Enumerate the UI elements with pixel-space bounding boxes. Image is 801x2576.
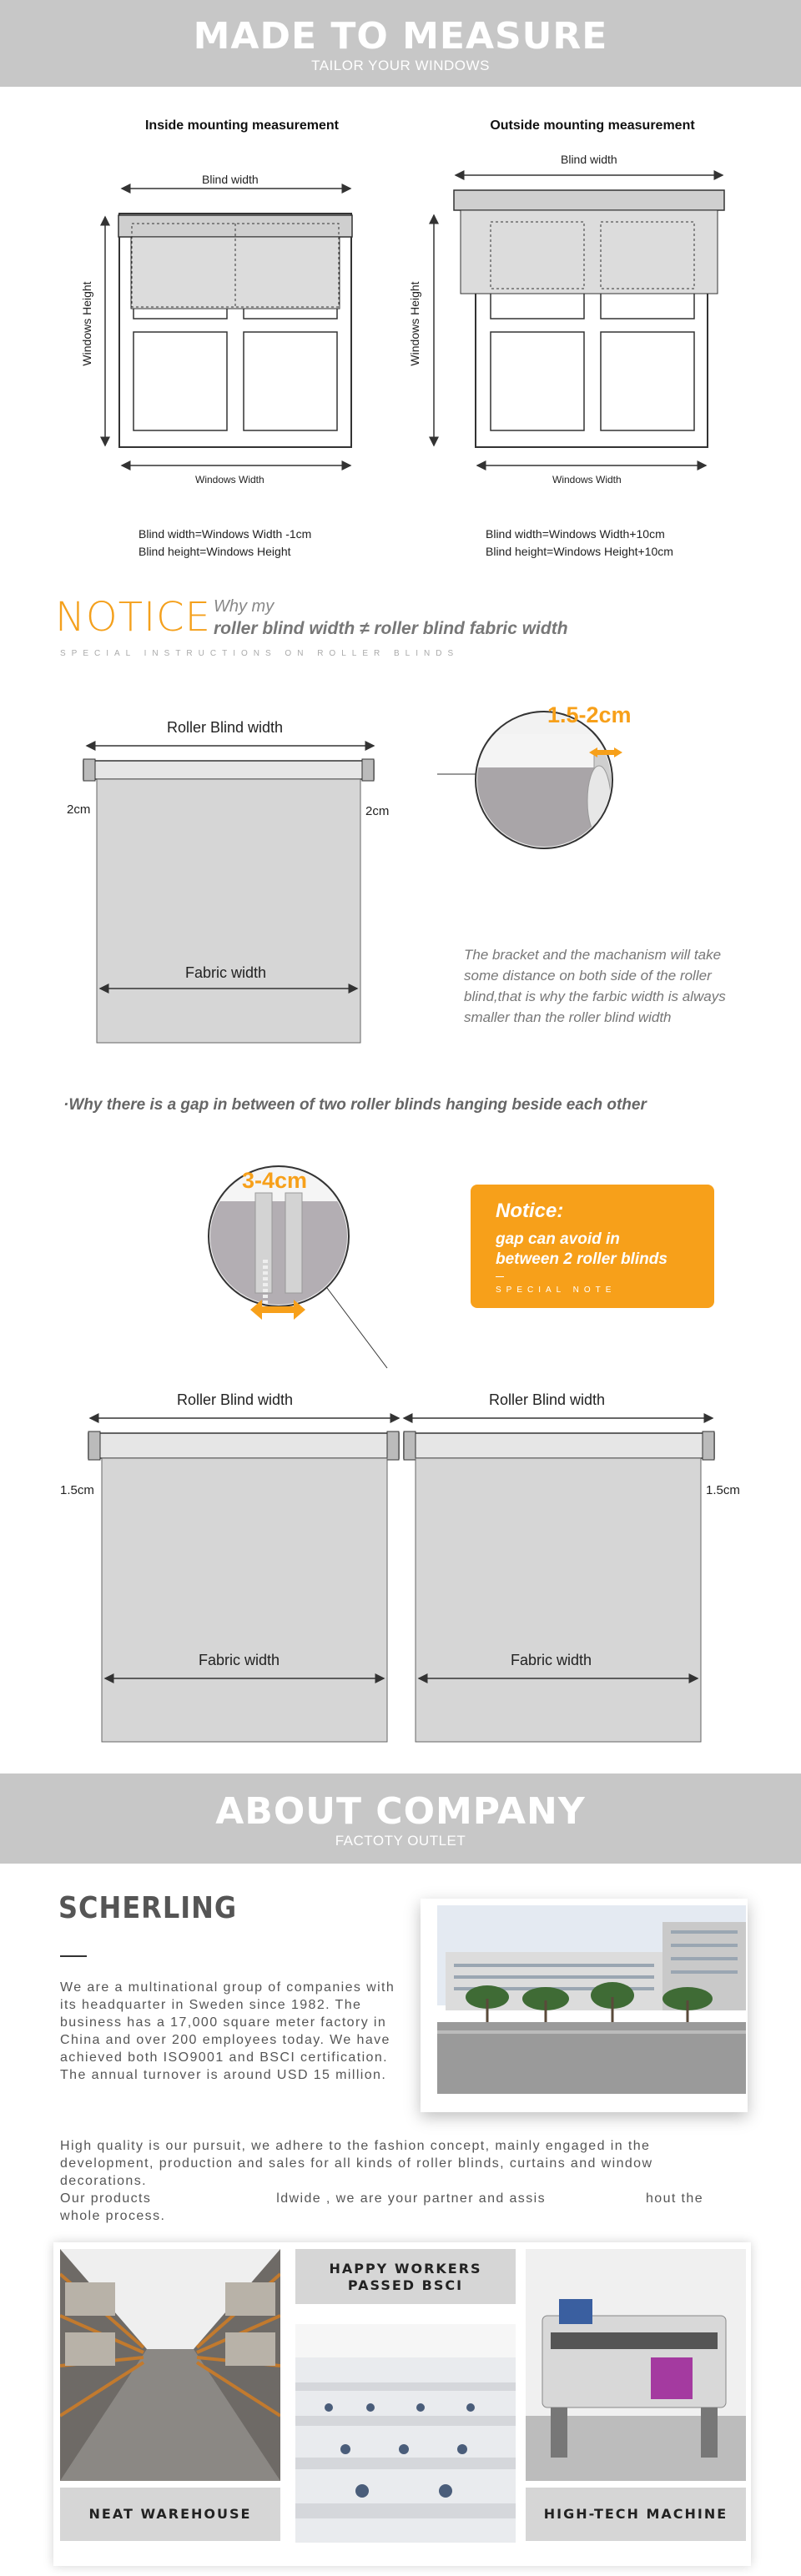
double-roller-width-right-label: Roller Blind width — [489, 1391, 606, 1408]
outside-blind-width-label: Blind width — [561, 153, 617, 166]
outside-windows-width-label: Windows Width — [552, 474, 622, 486]
workers-caption-line2: PASSED BSCI — [347, 2277, 464, 2293]
double-roller-width-left-label: Roller Blind width — [177, 1391, 294, 1408]
inside-mounting-diagram — [0, 0, 801, 517]
single-description: The bracket and the machanism will take some distance on both side of the roller blind,that is why the farbic width is always smaller than the roller blind width — [464, 947, 726, 1025]
company-logo: SCHERLING — [58, 1890, 238, 1925]
gap-notice-special: SPECIAL NOTE — [496, 1285, 617, 1295]
outside-formula-height: Blind height=Windows Height+10cm — [486, 545, 673, 558]
machine-photo — [526, 2249, 746, 2481]
measure-banner-subtitle: TAILOR YOUR WINDOWS — [311, 58, 490, 73]
quality-line3: whole process. — [60, 2209, 166, 2223]
single-zoom-label: 1.5-2cm — [547, 702, 632, 727]
double-fabric-left-label: Fabric width — [199, 1652, 280, 1668]
inside-windows-width-label: Windows Width — [195, 474, 264, 486]
double-fabric-right-label: Fabric width — [511, 1652, 592, 1668]
company-intro-paragraph: We are a multinational group of companies with its headquarter in Sweden since 1982. The business has a 17,000 square meter factory in China and over 200 employees today. We have achieved both ISO9001 and BSCI certification. The annual turnover is around USD 15 million. — [60, 1980, 395, 2082]
workers-photo — [295, 2324, 516, 2543]
double-right-gap-label: 1.5cm — [706, 1483, 740, 1497]
gap-title: ·Why there is a gap in between of two roller blinds hanging beside each other — [63, 1096, 647, 1114]
gap-notice-title: Notice: — [496, 1200, 564, 1222]
outside-formula-width: Blind width=Windows Width+10cm — [486, 527, 665, 541]
gap-notice-box — [471, 1185, 714, 1308]
inside-formula — [139, 526, 311, 561]
inside-heading: Inside mounting measurement — [144, 118, 340, 133]
double-left-gap-label: 1.5cm — [60, 1483, 94, 1497]
gap-notice-divider — [496, 1276, 504, 1277]
notice-heading: NOTICE — [55, 594, 212, 641]
quality-line2-part3: hout the — [645, 2191, 703, 2206]
single-fabric-width-label: Fabric width — [185, 964, 267, 981]
company-quality-paragraph — [60, 2137, 728, 2225]
double-roller-diagram — [0, 1401, 801, 1752]
about-banner-subtitle: FACTOTY OUTLET — [335, 1833, 466, 1849]
factory-photo — [437, 1905, 746, 2094]
measure-banner-title: MADE TO MEASURE — [193, 15, 608, 58]
quality-line1: High quality is our pursuit, we adhere to the fashion concept, mainly engaged in the development, production and sales for all kinds of roller blinds, curtains and window decorations. — [60, 2139, 653, 2188]
quality-line2-part2: ldwide , we are your partner and assis — [276, 2191, 546, 2206]
single-left-gap-label: 2cm — [67, 802, 91, 817]
machine-caption: HIGH-TECH MACHINE — [526, 2488, 746, 2541]
workers-caption — [295, 2249, 516, 2304]
gap-notice-line2: between 2 roller blinds — [496, 1250, 668, 1268]
inside-formula-height: Blind height=Windows Height — [139, 545, 291, 558]
warehouse-photo — [60, 2249, 280, 2481]
single-right-gap-label: 2cm — [365, 804, 390, 818]
outside-formula — [486, 526, 673, 561]
gap-zoom-label: 3-4cm — [242, 1168, 308, 1193]
notice-why-line2: roller blind width ≠ roller blind fabric width — [214, 619, 568, 638]
workers-caption-line1: HAPPY WORKERS — [329, 2261, 482, 2277]
warehouse-caption: NEAT WAREHOUSE — [60, 2488, 280, 2541]
inside-windows-height-label: Windows Height — [80, 281, 93, 366]
notice-special-instructions: SPECIAL INSTRUCTIONS ON ROLLER BLINDS — [60, 649, 460, 658]
about-banner — [0, 1774, 801, 1864]
notice-why-line1: Why my — [214, 597, 275, 616]
inside-formula-width: Blind width=Windows Width -1cm — [139, 527, 312, 541]
inside-blind-width-label: Blind width — [202, 173, 259, 186]
outside-windows-height-label: Windows Height — [408, 281, 421, 366]
quality-line2-part1: Our products — [60, 2191, 152, 2206]
logo-underline — [60, 1955, 87, 1957]
gap-notice-line1: gap can avoid in — [496, 1230, 620, 1248]
about-banner-title: ABOUT COMPANY — [215, 1790, 586, 1833]
single-roller-width-label: Roller Blind width — [167, 719, 284, 736]
outside-heading: Outside mounting measurement — [490, 118, 695, 133]
quality-line2 — [60, 2190, 728, 2207]
